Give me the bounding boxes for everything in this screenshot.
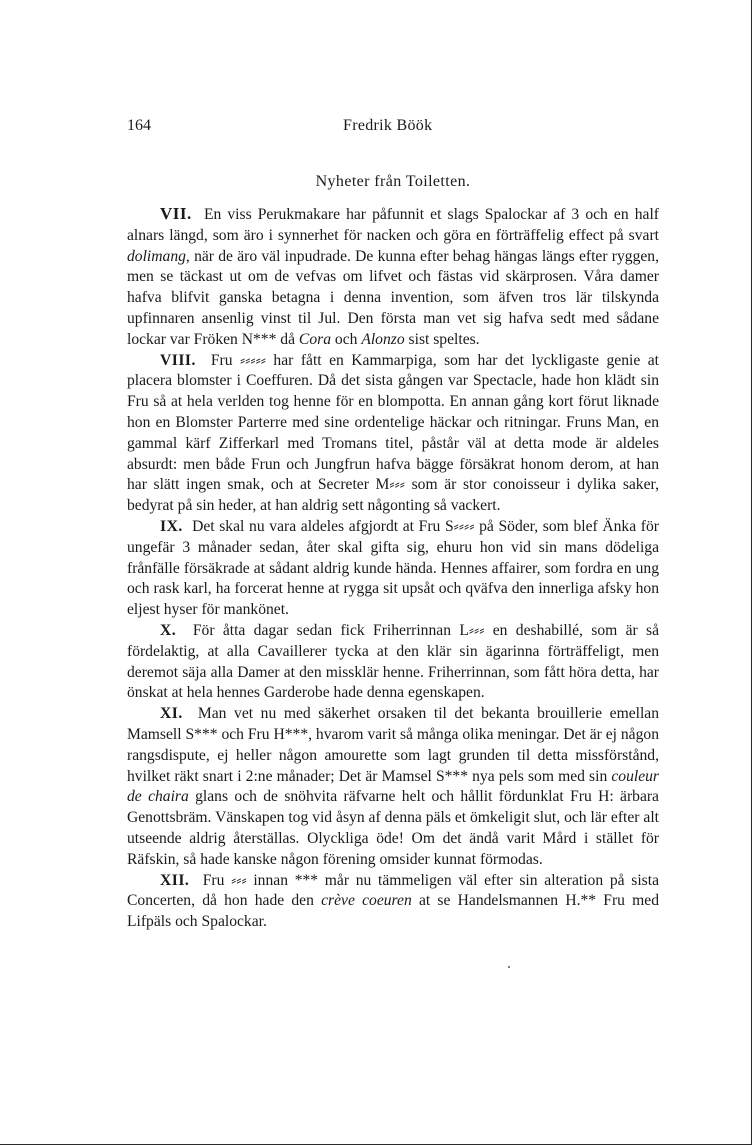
item-text: En viss Perukmakare har påfunnit et slags Spalockar af 3 och en half alnars längd, som äro i synnerhet för nacken och göra en förträffelig effect på svart bbox=[127, 206, 659, 244]
item-number: XII. bbox=[160, 871, 190, 889]
item-text: För åtta dagar sedan fick Friherrinnan L⸗⸗⸗ en deshabillé, som är så fördelaktig, at alla Cavaillerer tycka at den klär sin ägarinna förträffeligt, men deremot säja alla Damer at den missklär henne. Friherrinnan, som fått höra detta, har önskat at hela hennes Garderobe hade denna egenskapen. bbox=[127, 621, 660, 702]
item-text: , när de äro väl inpudrade. De kunna efter behag hängas längs efter ryggen, men se täckast ut om de vefvas om lifvet och fästas vid skärprosen. Våra damer hafva blifvit ganska betagna i denna invention, som äfven tros lär tilskynda upfinnaren ansenlig vinst til Jul. Den första man vet sig hafva sedt med sådane lockar var Fröken N*** då bbox=[127, 247, 659, 348]
item-text: glans och de snöhvita räfvarne helt och hållit fördunklat Fru H: ärbara Genottsbräm. Vänskapen tog vid åsyn af denna päls et ömkeligit slut, och lär efter alt utseende aldrig återställas. Olyckliga öde! Om det ändå varit Mård i stället för Räfskin, så hade kanske någon förening omsider kunnat förmodas. bbox=[127, 788, 659, 868]
page-number: 164 bbox=[127, 117, 151, 134]
item-text-italic: crève coeuren bbox=[321, 892, 412, 910]
item-number: VIII. bbox=[160, 351, 196, 369]
news-item-x bbox=[127, 621, 659, 704]
item-text: sist speltes. bbox=[404, 330, 480, 348]
item-text-italic: Alonzo bbox=[361, 330, 405, 348]
item-text: Fru ⸗⸗⸗ innan *** mår nu tämmeligen väl efter sin alteration på sista Concerten, då hon hade den bbox=[127, 871, 659, 910]
item-text-italic: dolimang bbox=[127, 247, 186, 265]
page-header bbox=[127, 117, 659, 137]
news-item-vii bbox=[127, 204, 659, 351]
item-text: Man vet nu med säkerhet orsaken til det bekanta brouillerie emellan Mamsell S*** och Fru H***, hvarom varit så många olika meningar. Det är ej någon rangsdispute, ej heller någon amourette som lagt grunden til detta missförstånd, hvilket räkt snart i 2:ne månader; Det är Mamsel S*** nya pels som med sin bbox=[127, 705, 660, 785]
item-text: Fru ⸗⸗⸗⸗⸗ har fått en Kammarpiga, som har det lyckligaste genie at placera blomster i Coeffuren. Då det sista gången var Spectacle, hade hon klädt sin Fru så at hela verlden tog henne för en blompotta. En annan gång kort förut liknade hon en Blomster Parterre med sine ordentelige häckar och ritningar. Fruns Man, en gammal kärf Zifferkarl med Tromans titel, påstår väl at detta mode är aldeles absurdt: men både Frun och Jungfrun hafva bägge försäkrat honom derom, at han har slätt ingen smak, och at Secreter M⸗⸗⸗ som är stor conoisseur i dylika saker, bedyrat på sin heder, at han aldrig sett någonting så vackert. bbox=[127, 351, 660, 515]
item-text-italic: Cora bbox=[298, 330, 331, 348]
item-number: IX. bbox=[160, 517, 183, 535]
item-text-italic: couleur de chaira bbox=[127, 767, 659, 806]
article-title: Nyheter från Toiletten. bbox=[315, 173, 471, 190]
news-item-viii bbox=[127, 351, 659, 517]
article-body bbox=[127, 204, 659, 933]
print-speck bbox=[508, 966, 510, 968]
item-text: och bbox=[331, 330, 362, 348]
item-text: at se Handelsmannen H.** Fru med Lifpäls och Spalockar. bbox=[127, 892, 660, 931]
item-number: X. bbox=[160, 621, 177, 639]
news-item-xii bbox=[127, 871, 659, 933]
news-item-xi bbox=[127, 704, 659, 870]
item-text: Det skal nu vara aldeles afgjordt at Fru S⸗⸗⸗⸗ på Söder, som blef Änka för ungefär 3 månader sedan, åter skal gifta sig, ehuru hon vid sin mans dödeliga frånfälle försäkrade at sådant aldrig kunde hända. Hennes affairer, som fordra en ung och rask karl, ha forcerat henne at rygga sit upsåt och qväfva den innerliga afsky hon eljest hyser för mankönet. bbox=[127, 517, 659, 619]
news-item-ix bbox=[127, 517, 659, 621]
running-head-author: Fredrik Böök bbox=[343, 117, 433, 134]
item-number: XI. bbox=[160, 705, 183, 723]
item-number: VII. bbox=[160, 204, 192, 223]
